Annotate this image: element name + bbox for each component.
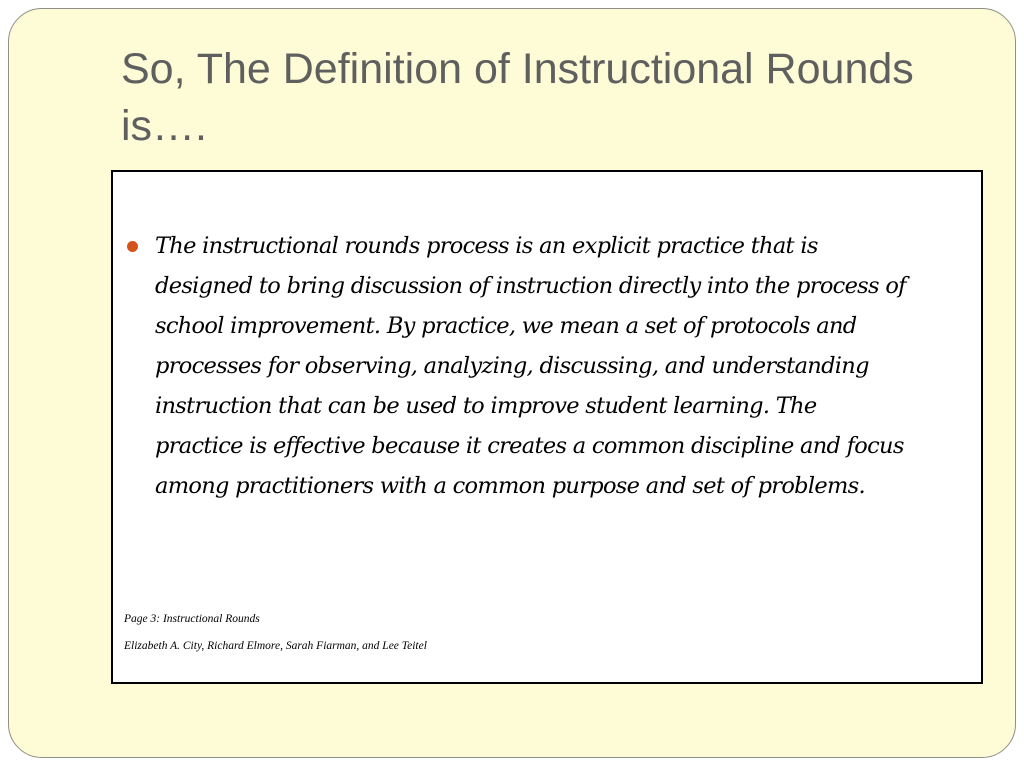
bullet-icon — [127, 241, 138, 252]
citation-page: Page 3: Instructional Rounds — [124, 613, 260, 625]
definition-box — [111, 170, 983, 684]
slide-title: So, The Definition of Instructional Rounds is…. — [121, 45, 914, 150]
definition-text: The instructional rounds process is an explicit practice that is designed to bring discussion of instruction directly into the process of school improvement. By practice, we mean a set of protocols and processes for observing, analyzing, discussing, and understanding instruction that can be used to improve student learning. The practice is effective because it creates a common discipline and focus among practitioners with a common purpose and set of problems. — [155, 233, 906, 499]
definition-bullet — [127, 226, 967, 506]
citation-authors: Elizabeth A. City, Richard Elmore, Sarah Fiarman, and Lee Teitel — [124, 640, 427, 652]
slide — [8, 8, 1016, 758]
